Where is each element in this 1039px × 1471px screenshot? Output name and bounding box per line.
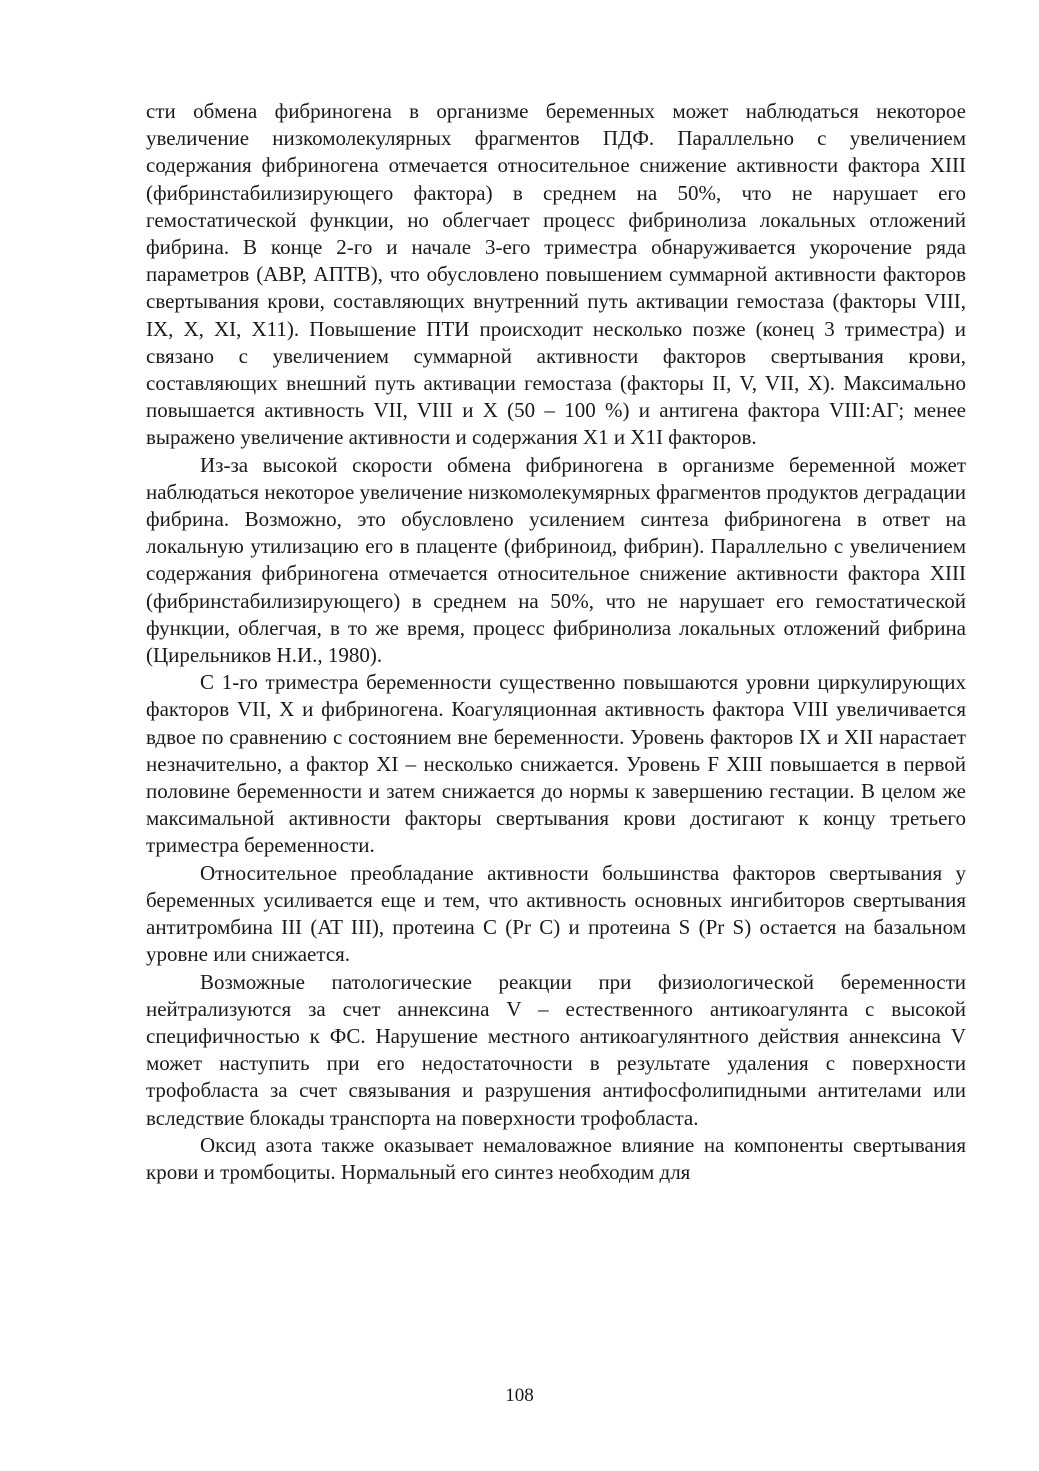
body-text bbox=[146, 98, 966, 1186]
paragraph: Относительное преобладание активности большинства факторов свертывания у беременных усиливается еще и тем, что активность основных ингибиторов свертывания антитромбина III (AT III), протеина С (Pr C) и протеина S (Pr S) остается на базальном уровне или снижается. bbox=[146, 860, 966, 967]
page-number: 108 bbox=[505, 1385, 534, 1406]
paragraph: Из-за высокой скорости обмена фибриногена в организме беременной может наблюдаться некоторое увеличение низкомолекумярных фрагментов продуктов деградации фибрина. Возможно, это обусловлено усилением синтеза фибриногена в ответ на локальную утилизацию его в плаценте (фибриноид, фибрин). Параллельно с увеличением содержания фибриногена отмечается относительное снижение активности фактора XIII (фибринстабилизирующего) в среднем на 50%, что не нарушает его гемостатической функции, облегчая, в то же время, процесс фибринолиза локальных отложений фибрина (Цирельников Н.И., 1980). bbox=[146, 452, 966, 668]
paragraph: Оксид азота также оказывает немаловажное влияние на компоненты свертывания крови и тромбоциты. Нормальный его синтез необходим для bbox=[146, 1132, 966, 1184]
paragraph: Возможные патологические реакции при физиологической беременности нейтрализуются за счет аннексина V – естественного антикоагулянта с высокой специфичностью к ФС. Нарушение местного антикоагулянтного действия аннексина V может наступить при его недостаточности в результате удаления с поверхности трофобласта за счет связывания и разрушения антифосфолипидными антителами или вследствие блокады транспорта на поверхности трофобласта. bbox=[146, 969, 966, 1130]
paragraph: С 1-го триместра беременности существенно повышаются уровни циркулирующих факторов VII, X и фибриногена. Коагуляционная активность фактора VIII увеличивается вдвое по сравнению с состоянием вне беременности. Уровень факторов IX и XII нарастает незначительно, а фактор XI – несколько снижается. Уровень F XIII повышается в первой половине беременности и затем снижается до нормы к завершению гестации. В целом же максимальной активности факторы свертывания крови достигают к концу третьего триместра беременности. bbox=[146, 670, 966, 858]
paragraph: сти обмена фибриногена в организме беременных может наблюдаться некоторое увеличение низкомолекулярных фрагментов ПДФ. Параллельно с увеличением содержания фибриногена отмечается относительное снижение активности фактора XIII (фибринстабилизирующего фактора) в среднем на 50%, что не нарушает его гемостатической функции, но облегчает процесс фибринолиза локальных отложений фибрина. В конце 2-го и начале 3-его триместра обнаруживается укорочение ряда параметров (АВР, АПТВ), что обусловлено повышением суммарной активности факторов свертывания крови, составляющих внутренний путь активации гемостаза (факторы VIII, IX, X, XI, X11). Повышение ПТИ происходит несколько позже (конец 3 триместра) и связано с увеличением суммарной активности факторов свертывания крови, составляющих внешний путь активации гемостаза (факторы II, V, VII, X). Максимально повышается активность VII, VIII и X (50 – 100 %) и антигена фактора VIII:АГ; менее выражено увеличение активности и содержания X1 и X1I факторов. bbox=[146, 99, 966, 450]
